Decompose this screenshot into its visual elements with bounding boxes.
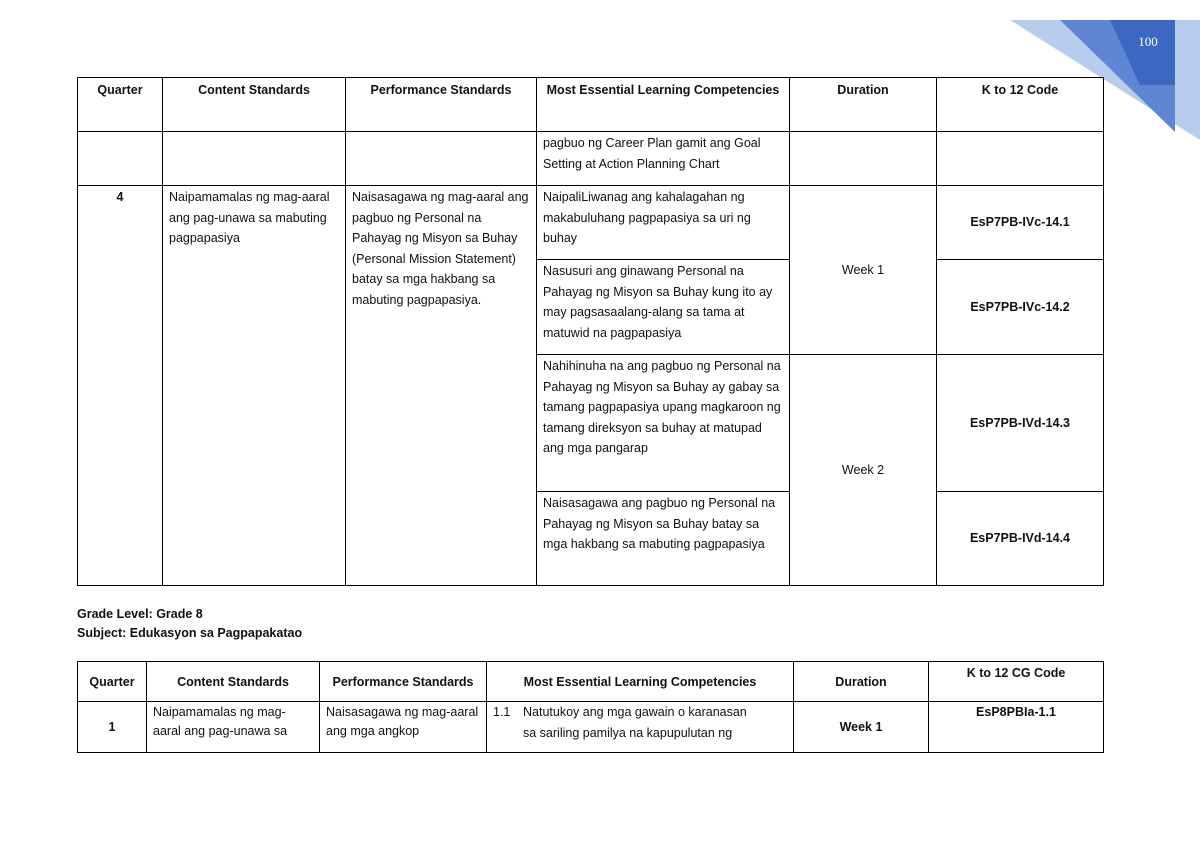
grade-subject-block <box>77 605 302 643</box>
content-standard-cell: Naipamamalas ng mag-aaral ang pag-unawa sa mabuting pagpapasiya <box>163 186 346 586</box>
content-standard-cell: Naipamamalas ng mag-aaral ang pag-unawa sa <box>147 702 320 753</box>
competency-number: 1.1 <box>493 705 511 719</box>
header-content-standards: Content Standards <box>147 662 320 702</box>
table-header-row <box>78 78 1104 132</box>
competency-line-1 <box>493 703 787 722</box>
competency-table-grade7 <box>77 77 1104 586</box>
code-cell: EsP7PB-IVc-14.2 <box>937 260 1104 355</box>
header-code: K to 12 CG Code <box>929 662 1104 702</box>
header-content-standards: Content Standards <box>163 78 346 132</box>
page-number: 100 <box>1138 34 1158 49</box>
performance-standard-cell: Naisasagawa ng mag-aaral ang mga angkop <box>320 702 487 753</box>
empty-cell <box>346 132 537 186</box>
code-cell: EsP8PBIa-1.1 <box>929 702 1104 753</box>
code-cell: EsP7PB-IVd-14.3 <box>937 355 1104 492</box>
code-cell: EsP7PB-IVc-14.1 <box>937 186 1104 260</box>
competency-cell: NaipaliLiwanag ang kahalagahan ng makabuluhang pagpapasiya sa uri ng buhay <box>537 186 790 260</box>
empty-cell <box>163 132 346 186</box>
header-performance-standards: Performance Standards <box>346 78 537 132</box>
grade-level: Grade Level: Grade 8 <box>77 607 203 621</box>
header-melc: Most Essential Learning Competencies <box>487 662 794 702</box>
competency-cell: Naisasagawa ang pagbuo ng Personal na Pahayag ng Misyon sa Buhay batay sa mga hakbang sa mabuting pagpapasiya <box>537 492 790 586</box>
header-duration: Duration <box>794 662 929 702</box>
header-melc: Most Essential Learning Competencies <box>537 78 790 132</box>
performance-standard-cell: Naisasagawa ng mag-aaral ang pagbuo ng Personal na Pahayag ng Misyon sa Buhay (Personal Mission Statement) batay sa mga hakbang sa mabuting pagpapasiya. <box>346 186 537 586</box>
competency-cell <box>487 702 794 753</box>
empty-cell <box>78 132 163 186</box>
duration-cell: Week 2 <box>790 355 937 586</box>
competency-cell: Nahihinuha na ang pagbuo ng Personal na Pahayag ng Misyon sa Buhay ay gabay sa tamang pagpapasiya upang magkaroon ng tamang direksyon sa buhay at matupad ang mga pangarap <box>537 355 790 492</box>
duration-cell: Week 1 <box>794 702 929 753</box>
table-row <box>78 702 1104 753</box>
empty-cell <box>937 132 1104 186</box>
competency-table-grade8 <box>77 661 1104 753</box>
header-performance-standards: Performance Standards <box>320 662 487 702</box>
header-quarter: Quarter <box>78 662 147 702</box>
competency-line-2: sa sariling pamilya na kapupulutan ng <box>523 726 733 740</box>
table-row <box>78 132 1104 186</box>
header-duration: Duration <box>790 78 937 132</box>
quarter-cell: 1 <box>78 702 147 753</box>
table-header-row <box>78 662 1104 702</box>
empty-cell <box>790 132 937 186</box>
competency-cell: Nasusuri ang ginawang Personal na Pahayag ng Misyon sa Buhay kung ito ay may pagsasaalang-alang sa tama at matuwid na pagpapasiya <box>537 260 790 355</box>
table-row <box>78 186 1104 260</box>
code-cell: EsP7PB-IVd-14.4 <box>937 492 1104 586</box>
header-quarter: Quarter <box>78 78 163 132</box>
competency-cell: pagbuo ng Career Plan gamit ang Goal Setting at Action Planning Chart <box>537 132 790 186</box>
header-code: K to 12 Code <box>937 78 1104 132</box>
competency-text-1: Natutukoy ang mga gawain o karanasan <box>523 705 747 719</box>
subject: Subject: Edukasyon sa Pagpapakatao <box>77 626 303 640</box>
quarter-cell: 4 <box>78 186 163 586</box>
duration-cell: Week 1 <box>790 186 937 355</box>
